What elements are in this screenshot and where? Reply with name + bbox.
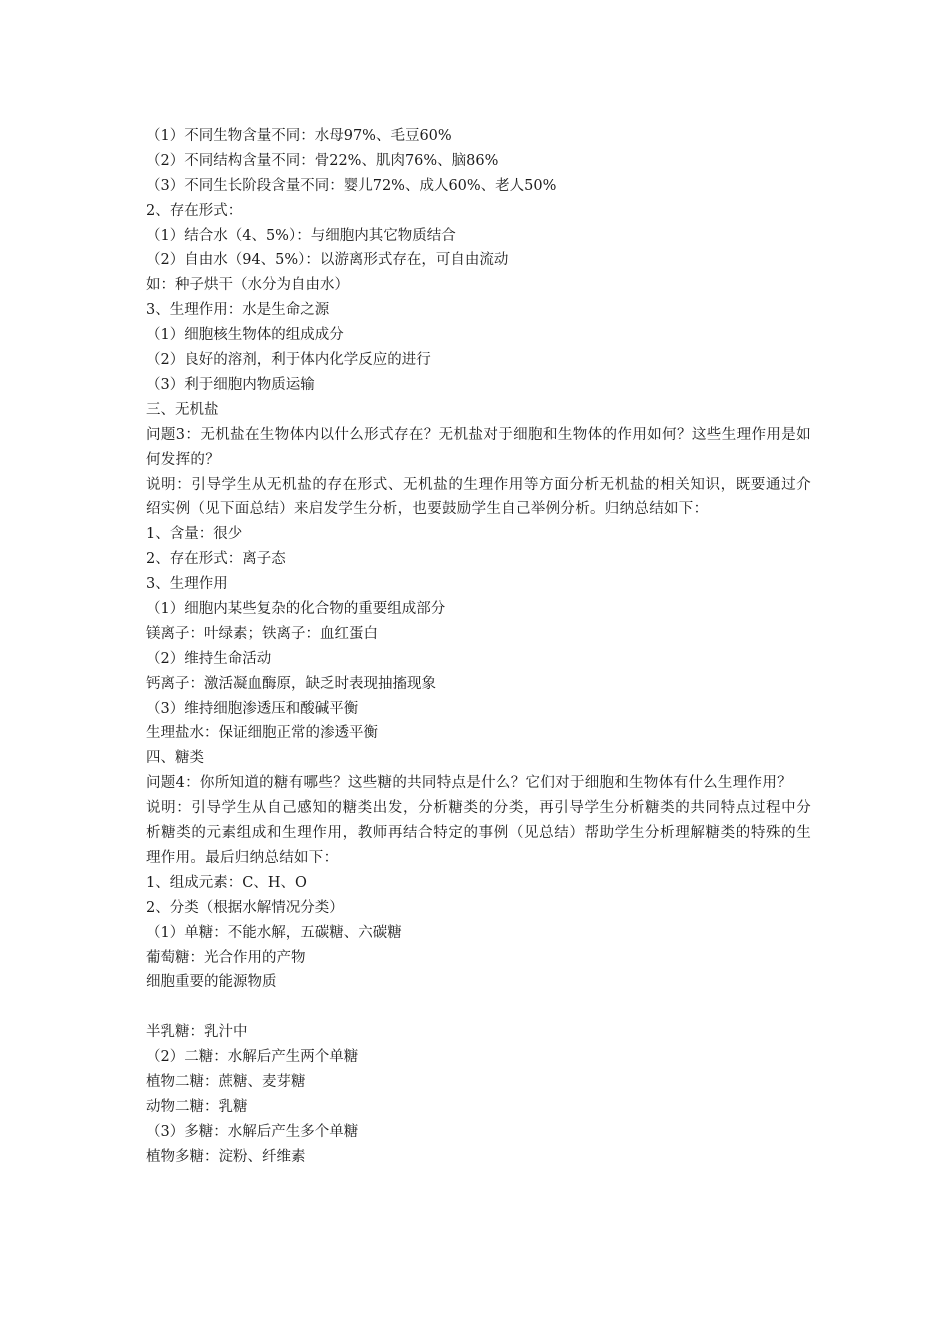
- text-line: （3）多糖：水解后产生多个单糖: [146, 1123, 359, 1140]
- section-subheading: 3、生理作用：水是生命之源: [146, 302, 330, 319]
- blank-line: [146, 995, 811, 1020]
- explanation-sugar: 说明：引导学生从自己感知的糖类出发，分析糖类的分类，再引导学生分析糖类的共同特点过程中分析糖类的元素组成和生理作用，教师再结合特定的事例（见总结）帮助学生分析理解糖类的特殊的生理作用。最后归纳总结如下：: [146, 800, 811, 866]
- text-line: 2、分类（根据水解情况分类）: [146, 899, 344, 916]
- question-4: 问题4：你所知道的糖有哪些？这些糖的共同特点是什么？它们对于细胞和生物体有什么生理作用？: [146, 775, 792, 792]
- text-line: 1、组成元素：C、H、O: [146, 874, 307, 891]
- section-heading-sugar: 四、糖类: [146, 750, 204, 767]
- text-line: 葡萄糖：光合作用的产物: [146, 949, 306, 966]
- text-line: 生理盐水：保证细胞正常的渗透平衡: [146, 725, 378, 742]
- document-body: [146, 124, 811, 1170]
- text-line: 2、存在形式：离子态: [146, 551, 286, 568]
- text-line: （2）自由水（94、5%）：以游离形式存在，可自由流动: [146, 252, 509, 269]
- text-line: （1）细胞内某些复杂的化合物的重要组成部分: [146, 600, 446, 617]
- text-line: （2）不同结构含量不同：骨22%、肌肉76%、脑86%: [146, 152, 499, 169]
- section-heading-salt: 三、无机盐: [146, 401, 219, 418]
- text-line: （3）利于细胞内物质运输: [146, 376, 315, 393]
- text-line: 3、生理作用: [146, 576, 228, 593]
- text-line: 动物二糖：乳糖: [146, 1098, 248, 1115]
- text-line: 半乳糖：乳汁中: [146, 1024, 248, 1041]
- text-line: 植物二糖：蔗糖、麦芽糖: [146, 1073, 306, 1090]
- text-line: （3）不同生长阶段含量不同：婴儿72%、成人60%、老人50%: [146, 177, 557, 194]
- text-line: 植物多糖：淀粉、纤维素: [146, 1148, 306, 1165]
- text-line: （1）结合水（4、5%）：与细胞内其它物质结合: [146, 227, 456, 244]
- text-line: （1）不同生物含量不同：水母97%、毛豆60%: [146, 128, 452, 144]
- question-3: 问题3：无机盐在生物体内以什么形式存在？无机盐对于细胞和生物体的作用如何？这些生理作用是如何发挥的？: [146, 426, 811, 468]
- text-line: 细胞重要的能源物质: [146, 974, 277, 991]
- explanation-salt: 说明：引导学生从无机盐的存在形式、无机盐的生理作用等方面分析无机盐的相关知识，既要通过介绍实例（见下面总结）来启发学生分析，也要鼓励学生自己举例分析。归纳总结如下：: [146, 476, 811, 518]
- text-line: （2）维持生命活动: [146, 650, 272, 667]
- text-line: 1、含量：很少: [146, 526, 243, 543]
- text-line: （1）单糖：不能水解，五碳糖、六碳糖: [146, 924, 402, 941]
- text-line: （1）细胞核生物体的组成成分: [146, 327, 344, 344]
- text-line: （2）二糖：水解后产生两个单糖: [146, 1049, 359, 1066]
- text-line: 镁离子：叶绿素；铁离子：血红蛋白: [146, 625, 378, 642]
- text-line: （2）良好的溶剂，利于体内化学反应的进行: [146, 352, 431, 369]
- text-line: 如：种子烘干（水分为自由水）: [146, 277, 349, 294]
- text-line: 钙离子：激活凝血酶原，缺乏时表现抽搐现象: [146, 675, 436, 692]
- text-line: （3）维持细胞渗透压和酸碱平衡: [146, 700, 359, 717]
- section-subheading: 2、存在形式：: [146, 202, 243, 219]
